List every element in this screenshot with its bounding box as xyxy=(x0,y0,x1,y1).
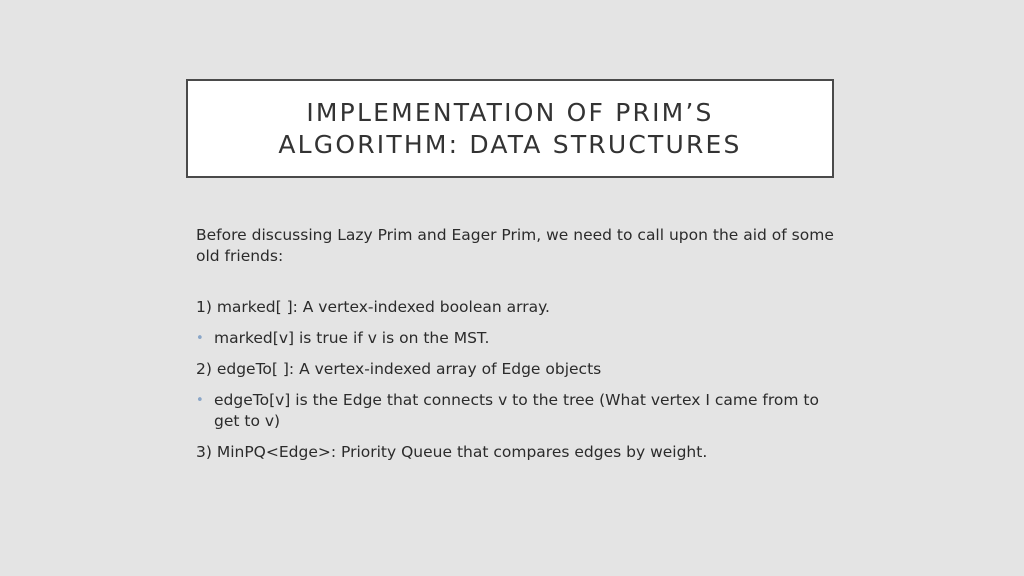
title-box xyxy=(186,79,834,178)
bullet-icon: • xyxy=(196,393,204,408)
numbered-item-minpq: 3) MinPQ<Edge>: Priority Queue that compares edges by weight. xyxy=(196,443,708,461)
bullet-item-edgeto xyxy=(196,390,836,432)
bullet-item-marked xyxy=(196,328,836,349)
slide-title xyxy=(278,97,741,161)
title-line-1: IMPLEMENTATION OF PRIM’S xyxy=(306,97,714,127)
intro-paragraph: Before discussing Lazy Prim and Eager Prim, we need to call upon the aid of some old friends: xyxy=(196,226,834,265)
bullet-icon: • xyxy=(196,331,204,346)
bullet-text: marked[v] is true if v is on the MST. xyxy=(214,329,490,347)
bullet-text: edgeTo[v] is the Edge that connects v to the tree (What vertex I came from to get to v) xyxy=(214,391,819,430)
numbered-item-marked: 1) marked[ ]: A vertex-indexed boolean array. xyxy=(196,298,550,316)
numbered-item-edgeto: 2) edgeTo[ ]: A vertex-indexed array of Edge objects xyxy=(196,360,602,378)
title-line-2: ALGORITHM: DATA STRUCTURES xyxy=(278,129,742,159)
content-body xyxy=(196,225,836,473)
